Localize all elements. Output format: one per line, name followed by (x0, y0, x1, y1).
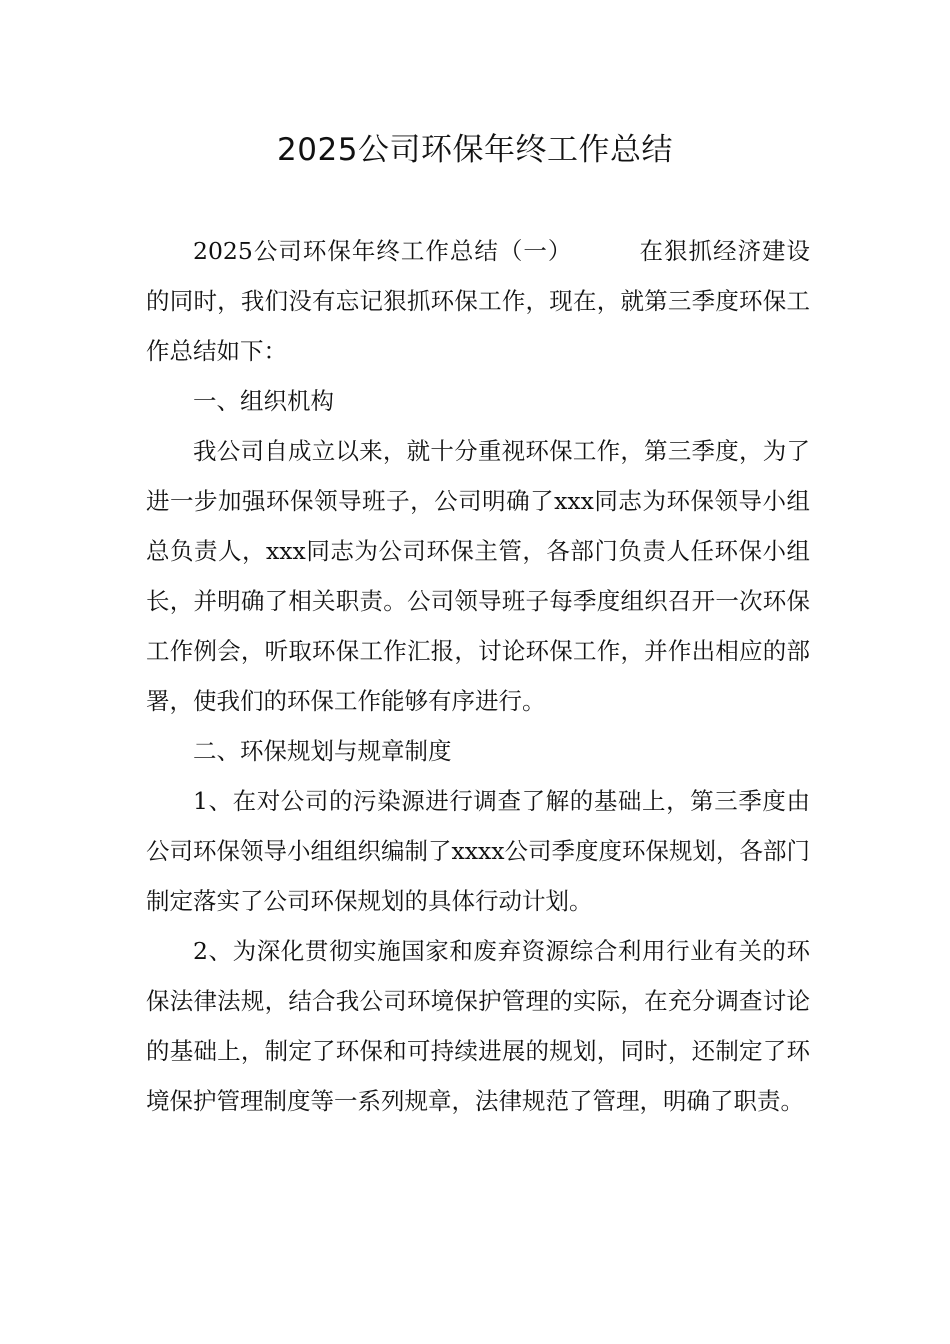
document-title: 2025公司环保年终工作总结 (277, 132, 673, 168)
intro-heading: 2025公司环保年终工作总结（一） (193, 237, 573, 265)
paragraph-planning-2: 2、为深化贯彻实施国家和废弃资源综合利用行业有关的环保法律法规，结合我公司环境保护管理的实际，在充分调查讨论的基础上，制定了环保和可持续进展的规划，同时，还制定了环境保护管理制度等一系列规章，法律规范了管理，明确了职责。 (146, 937, 810, 1115)
section-heading-organization: 一、组织机构 (193, 387, 334, 415)
intro-text: 在狠抓经济建设的同时，我们没有忘记狠抓环保工作，现在，就第三季度环保工作总结如下： (146, 237, 810, 365)
paragraph-organization: 我公司自成立以来，就十分重视环保工作，第三季度，为了进一步加强环保领导班子，公司明确了xxx同志为环保领导小组总负责人，xxx同志为公司环保主管，各部门负责人任环保小组长，并明确了相关职责。公司领导班子每季度组织召开一次环保工作例会，听取环保工作汇报，讨论环保工作，并作出相应的部署，使我们的环保工作能够有序进行。 (146, 437, 810, 715)
paragraph-intro (146, 226, 810, 376)
section-heading-planning: 二、环保规划与规章制度 (193, 737, 452, 765)
document-body (146, 226, 810, 1126)
paragraph-planning-1: 1、在对公司的污染源进行调查了解的基础上，第三季度由公司环保领导小组组织编制了xxxx公司季度度环保规划，各部门制定落实了公司环保规划的具体行动计划。 (146, 787, 811, 915)
